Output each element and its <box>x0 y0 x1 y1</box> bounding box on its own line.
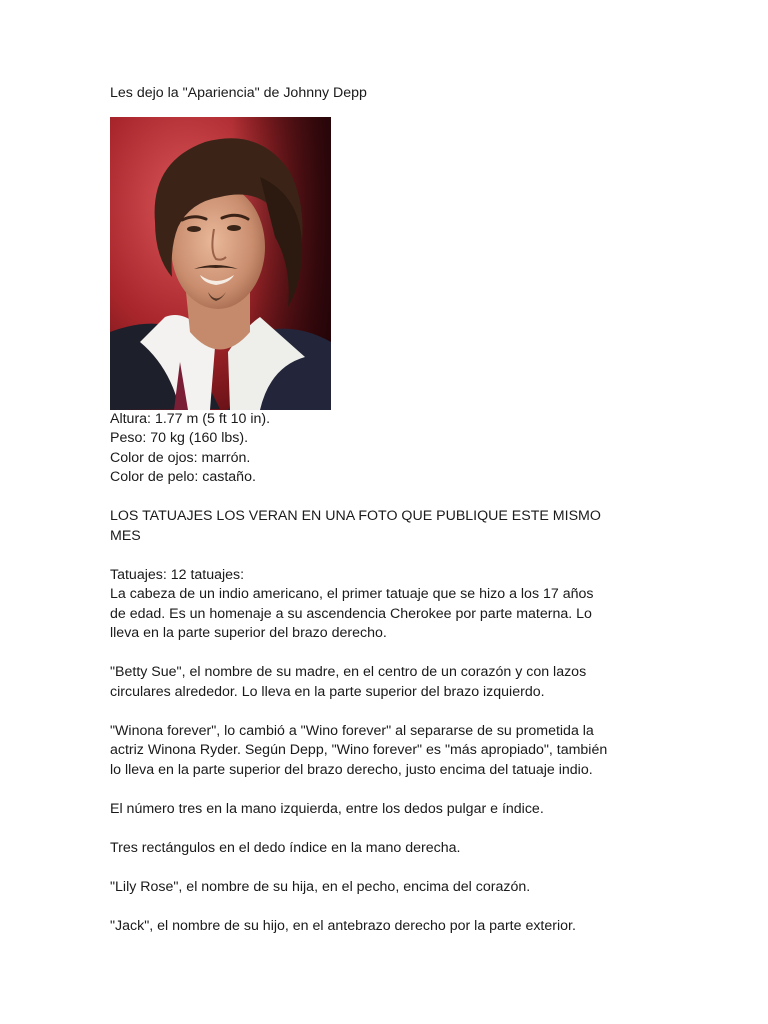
paragraph-line: lo lleva en la parte superior del brazo derecho, justo encima del tatuaje indio. <box>110 761 593 778</box>
tattoo-paragraph-7 <box>110 917 670 937</box>
document-heading: Les dejo la "Apariencia" de Johnny Depp <box>110 85 367 101</box>
paragraph-line: Tres rectángulos en el dedo índice en la mano derecha. <box>110 839 461 856</box>
paragraph-line: La cabeza de un indio americano, el primer tatuaje que se hizo a los 17 años <box>110 586 594 602</box>
paragraph-line: lleva en la parte superior del brazo derecho. <box>110 625 387 641</box>
tattoo-paragraph-2 <box>110 663 670 702</box>
tattoo-count: Tatuajes: 12 tatuajes: <box>110 566 245 583</box>
paragraph-line: de edad. Es un homenaje a su ascendencia Cherokee por parte materna. Lo <box>110 605 592 622</box>
tattoo-paragraph-3 <box>110 722 670 781</box>
stat-weight: Peso: 70 kg (160 lbs). <box>110 430 249 446</box>
paragraph-line: "Winona forever", lo cambió a "Wino forever" al separarse de su prometida la <box>110 722 594 739</box>
paragraph-line: "Lily Rose", el nombre de su hija, en el pecho, encima del corazón. <box>110 878 531 895</box>
physical-stats <box>110 410 670 488</box>
tattoo-note-line: MES <box>110 527 141 544</box>
stat-eye-color: Color de ojos: marrón. <box>110 449 251 466</box>
paragraph-line: actriz Winona Ryder. Según Depp, "Wino forever" es "más apropiado", también <box>110 742 608 758</box>
stat-height: Altura: 1.77 m (5 ft 10 in). <box>110 410 271 427</box>
tattoo-paragraph-4 <box>110 800 670 820</box>
tattoo-note-line: LOS TATUAJES LOS VERAN EN UNA FOTO QUE PUBLIQUE ESTE MISMO <box>110 508 601 524</box>
stat-hair-color: Color de pelo: castaño. <box>110 469 256 485</box>
paragraph-line: El número tres en la mano izquierda, entre los dedos pulgar e índice. <box>110 800 544 817</box>
tattoo-paragraph-1 <box>110 566 670 644</box>
tattoo-note <box>110 507 670 546</box>
portrait-photo <box>110 117 331 410</box>
document-page <box>110 84 670 936</box>
paragraph-line: "Betty Sue", el nombre de su madre, en el centro de un corazón y con lazos <box>110 664 587 680</box>
tattoo-paragraph-6 <box>110 878 670 898</box>
tattoo-paragraph-5 <box>110 839 670 859</box>
paragraph-line: circulares alrededor. Lo lleva en la parte superior del brazo izquierdo. <box>110 683 545 700</box>
paragraph-line: "Jack", el nombre de su hijo, en el antebrazo derecho por la parte exterior. <box>110 917 576 934</box>
